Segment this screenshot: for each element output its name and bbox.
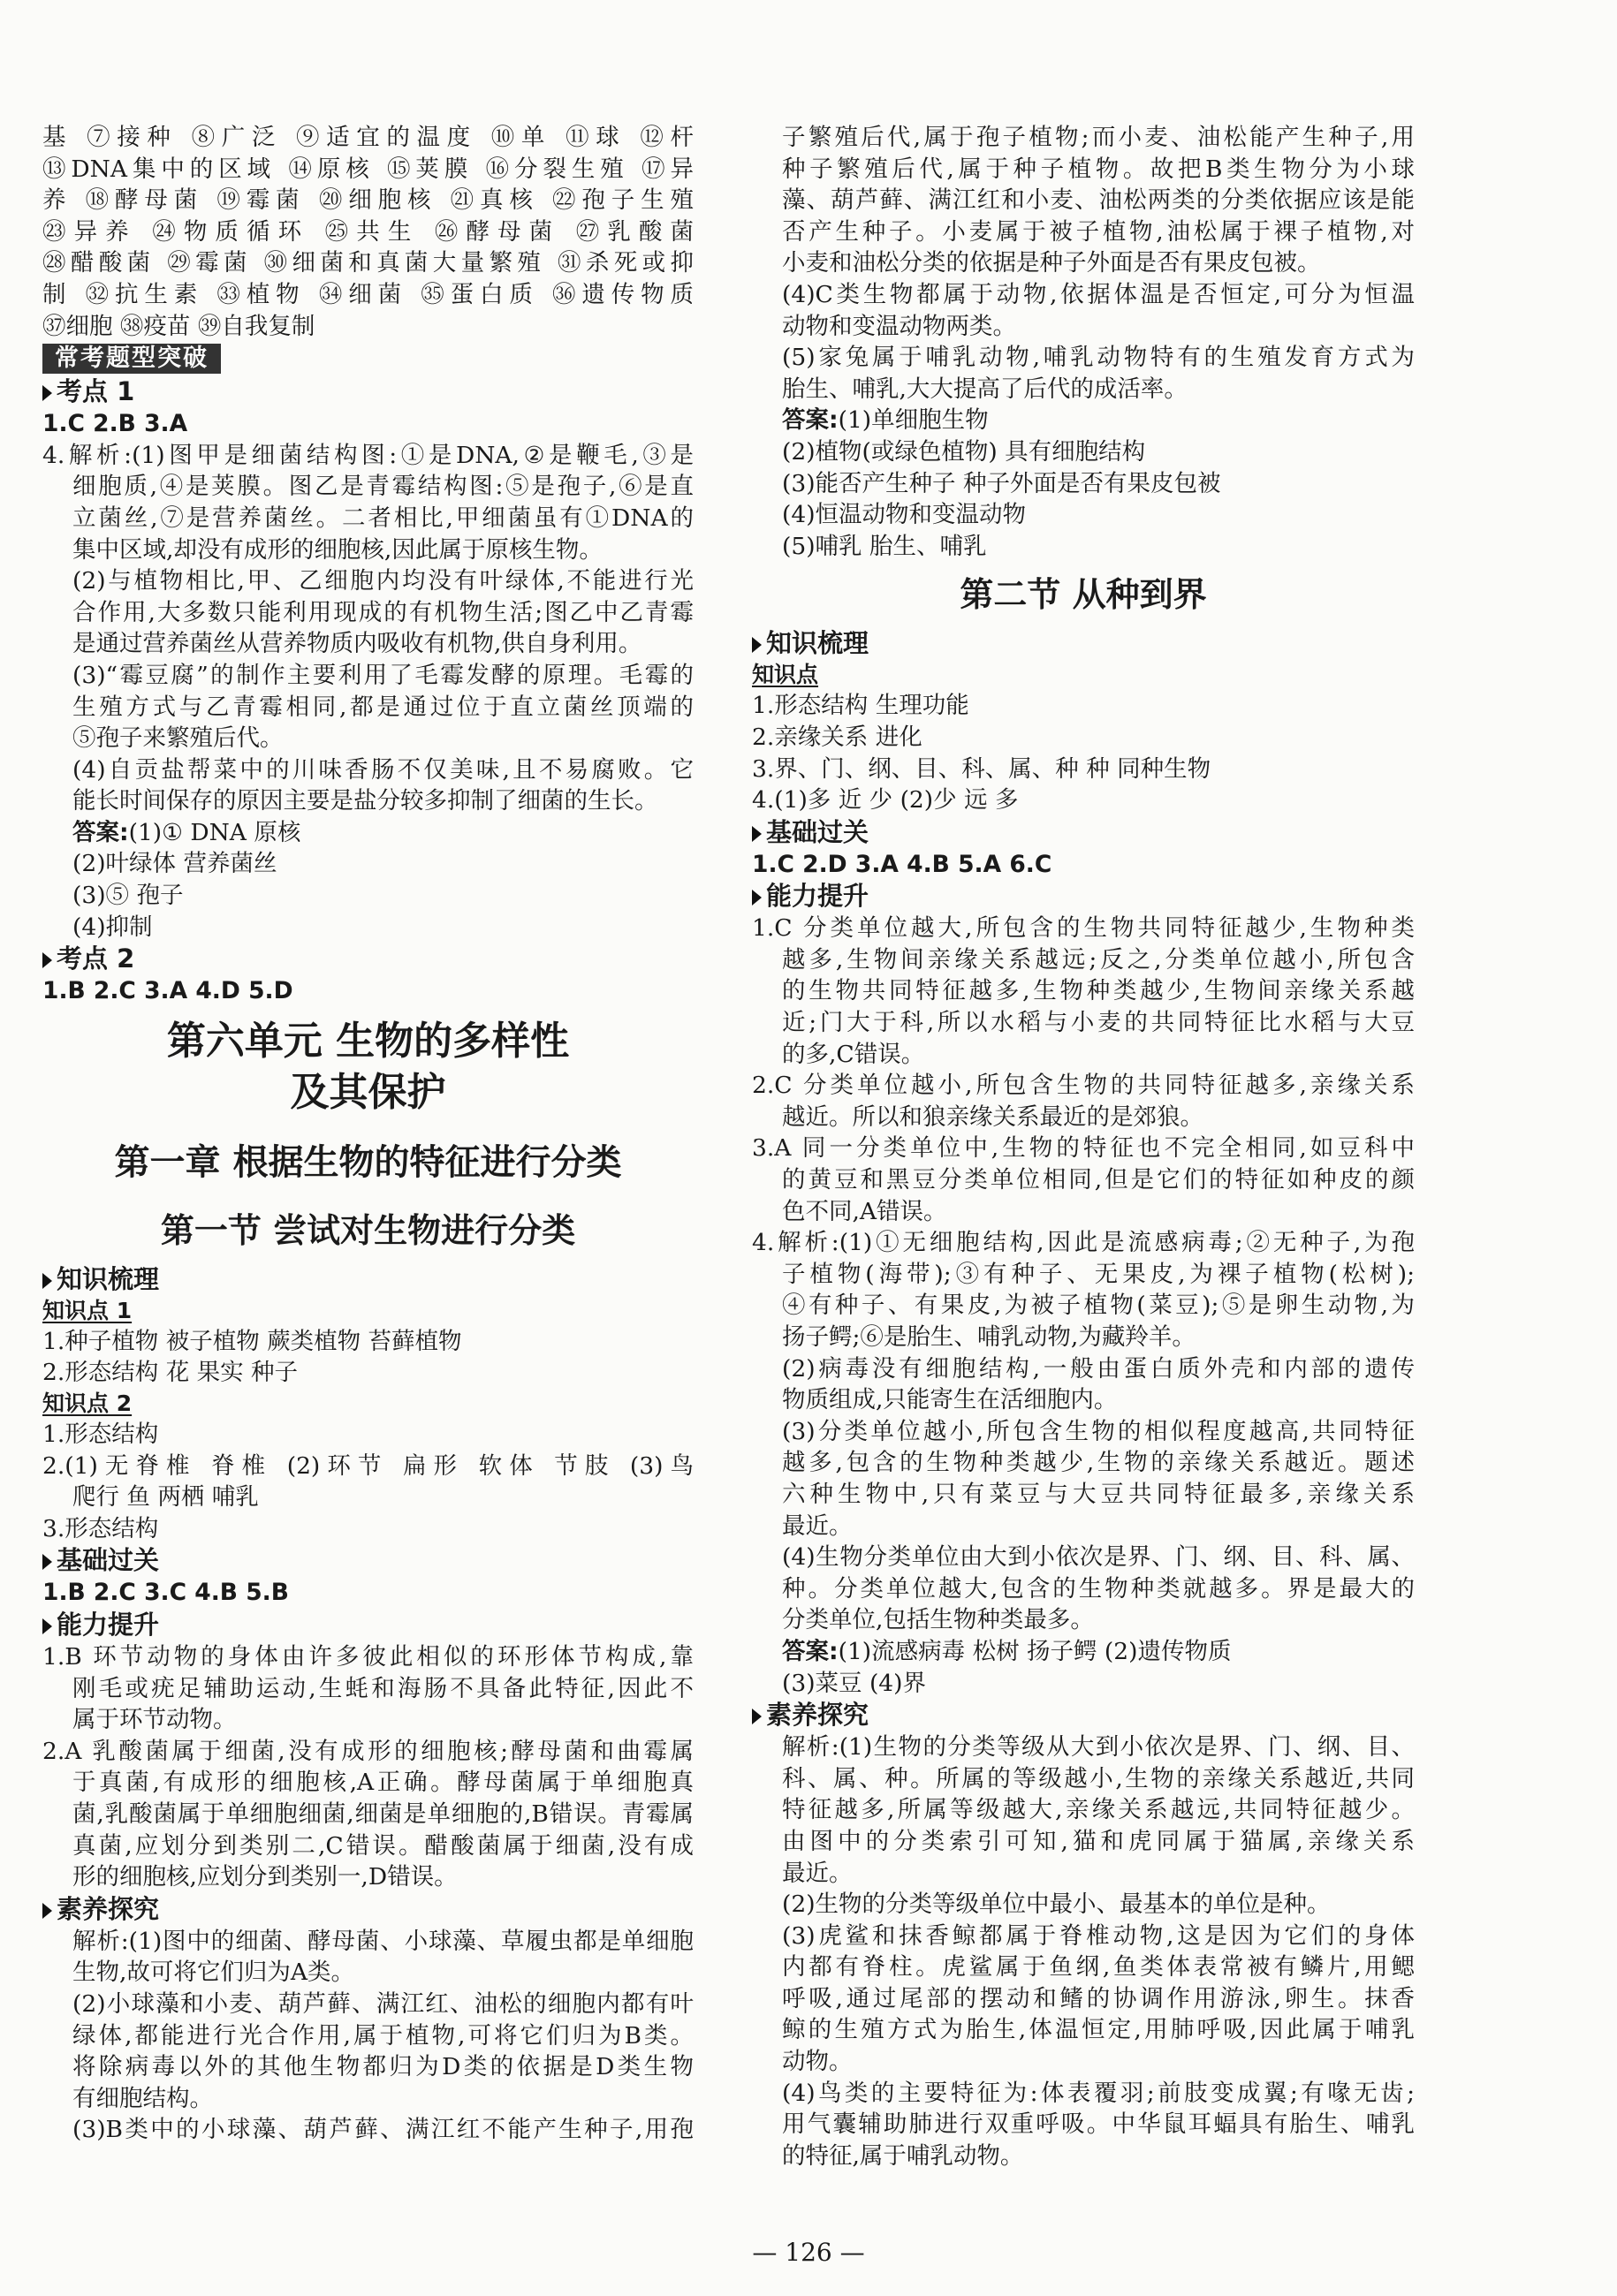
answer-line: (5)哺乳 胎生、哺乳 bbox=[782, 532, 987, 560]
text-line: 种子繁殖后代,属于种子植物。故把B类生物分为小球 bbox=[782, 155, 1415, 183]
text-line: 2.形态结构 花 果实 种子 bbox=[42, 1359, 299, 1387]
knowledge-point-label: 知识点 bbox=[752, 662, 819, 688]
text-line: 基 ⑦接种 ⑧广泛 ⑨适宜的温度 ⑩单 ⑪球 ⑫杆 bbox=[42, 124, 694, 151]
parse-line: (4)自贡盐帮菜中的川味香肠不仅美味,且不易腐败。它 bbox=[72, 755, 694, 784]
page-number: — 126 — bbox=[752, 2238, 865, 2267]
text-line: 科、属、种。所属的等级越小,生物的亲缘关系越近,共同 bbox=[782, 1764, 1415, 1792]
text-line: 2.A 乳酸菌属于细菌,没有成形的细胞核;酵母菌和曲霉属 bbox=[42, 1737, 694, 1765]
text-line: 的特征,属于哺乳动物。 bbox=[782, 2141, 1024, 2170]
text-line: 越多,包含的生物种类越少,生物的亲缘关系越近。题述 bbox=[782, 1449, 1415, 1477]
kaodian-2-answers: 1.B 2.C 3.A 4.D 5.D bbox=[42, 977, 293, 1005]
text-line: 的黄豆和黑豆分类单位相同,但是它们的特征如种皮的颜 bbox=[782, 1166, 1415, 1194]
triangle-icon bbox=[42, 1903, 52, 1919]
text-line: 扬子鳄;⑥是胎生、哺乳动物,为藏羚羊。 bbox=[782, 1323, 1196, 1351]
text-line: 1.形态结构 bbox=[42, 1421, 159, 1449]
parse-line: 集中区域,却没有成形的细胞核,因此属于原核生物。 bbox=[72, 535, 603, 564]
text-line: 种。分类单位越大,包含的生物种类就越多。界是最大的 bbox=[782, 1574, 1415, 1603]
text-line: 越多,生物间亲缘关系越远;反之,分类单位越小,所包含 bbox=[782, 945, 1415, 974]
text-line: ㉘醋酸菌 ㉙霉菌 ㉚细菌和真菌大量繁殖 ㉛杀死或抑 bbox=[42, 249, 694, 277]
text-line: 最近。 bbox=[782, 1512, 853, 1540]
parse-line: (2)与植物相比,甲、乙细胞内均没有叶绿体,不能进行光 bbox=[72, 567, 694, 595]
text-line: 近;门大于科,所以水稻与小麦的共同特征比水稻与大豆 bbox=[782, 1009, 1415, 1037]
text-line: 最近。 bbox=[782, 1859, 853, 1887]
triangle-icon bbox=[42, 1618, 52, 1634]
knowledge-point-label: 知识点 1 bbox=[42, 1297, 133, 1323]
suyang-heading: 素养探究 bbox=[752, 1699, 1415, 1731]
answer-label: 答案: bbox=[72, 818, 129, 846]
text-line: ㉓异养 ㉔物质循环 ㉕共生 ㉖酵母菌 ㉗乳酸菌 bbox=[42, 217, 694, 246]
text-line: 3.界、门、纲、目、科、属、种 种 同种生物 bbox=[752, 754, 1211, 783]
answer-line: 答案:(1)单细胞生物 bbox=[782, 406, 989, 435]
text-line: ⑬DNA集中的区域 ⑭原核 ⑮荚膜 ⑯分裂生殖 ⑰异 bbox=[42, 155, 694, 183]
kaodian-1-heading: 考点 1 bbox=[42, 375, 694, 408]
text-line: 鲸的生殖方式为胎生,体温恒定,用肺呼吸,因此属于哺乳 bbox=[782, 2016, 1415, 2044]
text-line: 动物。 bbox=[782, 2048, 853, 2076]
text-line: 1.种子植物 被子植物 蕨类植物 苔藓植物 bbox=[42, 1327, 462, 1355]
parse-line: (3)“霉豆腐”的制作主要利用了毛霉发酵的原理。毛霉的 bbox=[72, 661, 694, 689]
text-line: 越近。所以和狼亲缘关系最近的是郊狼。 bbox=[782, 1103, 1203, 1131]
text-line: (2)小球藻和小麦、葫芦藓、满江红、油松的细胞内都有叶 bbox=[72, 1989, 694, 2018]
text-line: 呼吸,通过尾部的摆动和鳍的协调作用游泳,卵生。抹香 bbox=[782, 1984, 1415, 2012]
jichu-heading: 基础过关 bbox=[752, 816, 1415, 849]
text-line: 3.A 同一分类单位中,生物的特征也不完全相同,如豆科中 bbox=[752, 1134, 1415, 1163]
nengli-heading: 能力提升 bbox=[752, 880, 1415, 913]
text-line: 4.(1)多 近 少 (2)少 远 多 bbox=[752, 786, 1019, 815]
text-line: 有细胞结构。 bbox=[72, 2084, 213, 2112]
triangle-icon bbox=[752, 637, 762, 653]
answer-line: 答案:(1)流感病毒 松树 扬子鳄 (2)遗传物质 bbox=[782, 1637, 1232, 1665]
text-line: 分类单位,包括生物种类最多。 bbox=[782, 1606, 1094, 1634]
text-line: 刚毛或疣足辅助运动,生蚝和海肠不具备此特征,因此不 bbox=[72, 1674, 694, 1702]
answer-line: (4)恒温动物和变温动物 bbox=[782, 501, 1027, 529]
text-line: 胎生、哺乳,大大提高了后代的成活率。 bbox=[782, 375, 1188, 403]
text-line: 物质组成,只能寄生在活细胞内。 bbox=[782, 1386, 1118, 1414]
parse-line: 生殖方式与乙青霉相同,都是通过位于直立菌丝顶端的 bbox=[72, 693, 694, 721]
text-line: 否产生种子。小麦属于被子植物,油松属于裸子植物,对 bbox=[782, 217, 1415, 246]
text-line: 爬行 鱼 两栖 哺乳 bbox=[72, 1483, 259, 1512]
kaodian-2-heading: 考点 2 bbox=[42, 943, 694, 975]
text-line: (3)虎鲨和抹香鲸都属于脊椎动物,这是因为它们的身体 bbox=[782, 1921, 1415, 1950]
answer-line: (4)抑制 bbox=[72, 913, 153, 941]
section-title: 第一节 尝试对生物进行分类 bbox=[160, 1210, 576, 1250]
text-line: (2)生物的分类等级单位中最小、最基本的单位是种。 bbox=[782, 1891, 1331, 1919]
chapter-title: 第一章 根据生物的特征进行分类 bbox=[114, 1141, 622, 1183]
text-line: 1.B 环节动物的身体由许多彼此相似的环形体节构成,靠 bbox=[42, 1643, 694, 1671]
text-line: 1.形态结构 生理功能 bbox=[752, 692, 969, 720]
answer-line: (2)叶绿体 营养菌丝 bbox=[72, 850, 277, 878]
section-title: 第二节 从种到界 bbox=[960, 575, 1207, 615]
text-line: 特征越多,所属等级越大,亲缘关系越远,共同特征越少。 bbox=[782, 1796, 1415, 1824]
parse-line: 立菌丝,⑦是营养菌丝。二者相比,甲细菌虽有①DNA的 bbox=[72, 504, 694, 532]
text-line: 的生物共同特征越多,生物种类越少,生物间亲缘关系越 bbox=[782, 977, 1415, 1005]
zhishi-heading: 知识梳理 bbox=[752, 627, 1415, 660]
text-line: 真菌,应划分到类别二,C错误。醋酸菌属于细菌,没有成 bbox=[72, 1831, 694, 1860]
answer-label: 答案: bbox=[782, 1637, 839, 1665]
knowledge-point-label: 知识点 2 bbox=[42, 1390, 133, 1417]
text-line: ㊲细胞 ㊳疫苗 ㊴自我复制 bbox=[42, 312, 315, 340]
text-line: 生物,故可将它们归为A类。 bbox=[72, 1959, 355, 1987]
text-line: 色不同,A错误。 bbox=[782, 1197, 947, 1225]
answer-line: (3)能否产生种子 种子外面是否有果皮包被 bbox=[782, 469, 1221, 497]
text-line: 内都有脊柱。虎鲨属于鱼纲,鱼类体表常被有鳞片,用鳃 bbox=[782, 1953, 1415, 1982]
text-line: (5)家兔属于哺乳动物,哺乳动物特有的生殖发育方式为 bbox=[782, 344, 1415, 372]
text-line: 用气囊辅助肺进行双重呼吸。中华鼠耳蝠具有胎生、哺乳 bbox=[782, 2110, 1415, 2139]
answer-line: (3)菜豆 (4)界 bbox=[782, 1669, 926, 1697]
text-line: (2)病毒没有细胞结构,一般由蛋白质外壳和内部的遗传 bbox=[782, 1354, 1415, 1383]
text-line: (4)鸟类的主要特征为:体表覆羽;前肢变成翼;有喙无齿; bbox=[782, 2079, 1415, 2107]
triangle-icon bbox=[752, 1709, 762, 1724]
text-line: 1.C 分类单位越大,所包含的生物共同特征越少,生物种类 bbox=[752, 914, 1415, 943]
text-line: (3)B类中的小球藻、葫芦藓、满江红不能产生种子,用孢 bbox=[72, 2116, 694, 2144]
text-line: (4)生物分类单位由大到小依次是界、门、纲、目、科、属、 bbox=[782, 1543, 1415, 1572]
kaodian-1-answers: 1.C 2.B 3.A bbox=[42, 410, 188, 438]
text-line: 动物和变温动物两类。 bbox=[782, 312, 1016, 340]
text-line: (3)分类单位越小,所包含生物的相似程度越高,共同特征 bbox=[782, 1417, 1415, 1445]
text-line: 2.C 分类单位越小,所包含生物的共同特征越多,亲缘关系 bbox=[752, 1072, 1415, 1100]
jichu-answers: 1.B 2.C 3.C 4.B 5.B bbox=[42, 1579, 289, 1607]
triangle-icon bbox=[752, 890, 762, 906]
text-line: 小麦和油松分类的依据是种子外面是否有果皮包被。 bbox=[782, 249, 1321, 277]
suyang-heading: 素养探究 bbox=[42, 1893, 694, 1926]
triangle-icon bbox=[42, 952, 52, 968]
text-line: 子植物(海带);③有种子、无果皮,为裸子植物(松树); bbox=[782, 1260, 1415, 1288]
answer-line: (2)植物(或绿色植物) 具有细胞结构 bbox=[782, 437, 1146, 466]
triangle-icon bbox=[752, 826, 762, 842]
text-line: 绿体,都能进行光合作用,属于植物,可将它们归为B类。 bbox=[72, 2021, 694, 2050]
right-column bbox=[752, 122, 1415, 2171]
parse-line: 是通过营养菌丝从营养物质内吸收有机物,供自身利用。 bbox=[72, 630, 642, 658]
text-line: 形的细胞核,应划分到类别一,D错误。 bbox=[72, 1863, 458, 1891]
jichu-answers: 1.C 2.D 3.A 4.B 5.A 6.C bbox=[752, 850, 1052, 878]
text-line: (4)C类生物都属于动物,依据体温是否恒定,可分为恒温 bbox=[782, 280, 1415, 308]
triangle-icon bbox=[42, 1273, 52, 1289]
parse-line: 能长时间保存的原因主要是盐分较多抑制了细菌的生长。 bbox=[72, 787, 658, 815]
text-line: 养 ⑱酵母菌 ⑲霉菌 ⑳细胞核 ㉑真核 ㉒孢子生殖 bbox=[42, 186, 694, 215]
unit-title: 第六单元 生物的多样性 bbox=[166, 1018, 570, 1064]
jichu-heading: 基础过关 bbox=[42, 1544, 694, 1577]
text-line: ④有种子、有果皮,为被子植物(菜豆);⑤是卵生动物,为 bbox=[782, 1292, 1415, 1320]
answer-line: (3)⑤ 孢子 bbox=[72, 882, 184, 910]
text-line: 的多,C错误。 bbox=[782, 1040, 925, 1068]
parse-line: ⑤孢子来繁殖后代。 bbox=[72, 724, 284, 753]
parse-line: 细胞质,④是荚膜。图乙是青霉结构图:⑤是孢子,⑥是直 bbox=[72, 473, 694, 501]
text-line: 于真菌,有成形的细胞核,A正确。酵母菌属于单细胞真 bbox=[72, 1769, 694, 1797]
answer-line: 答案:(1)① DNA 原核 bbox=[72, 818, 301, 846]
nengli-heading: 能力提升 bbox=[42, 1609, 694, 1641]
zhishi-heading: 知识梳理 bbox=[42, 1263, 694, 1296]
answer-label: 答案: bbox=[782, 406, 839, 435]
text-line: 属于环节动物。 bbox=[72, 1706, 237, 1734]
text-line: 将除病毒以外的其他生物都归为D类的依据是D类生物 bbox=[72, 2053, 694, 2081]
section-badge: 常考题型突破 bbox=[42, 342, 694, 375]
text-line: 3.形态结构 bbox=[42, 1514, 159, 1542]
text-line: 由图中的分类索引可知,猫和虎同属于猫属,亲缘关系 bbox=[782, 1827, 1415, 1855]
text-line: 2.亲缘关系 进化 bbox=[752, 723, 922, 751]
parse-line: 合作用,大多数只能利用现成的有机物生活;图乙中乙青霉 bbox=[72, 598, 694, 626]
text-line: 4.解析:(1)①无细胞结构,因此是流感病毒;②无种子,为孢 bbox=[752, 1229, 1415, 1257]
text-line: 制 ㉜抗生素 ㉝植物 ㉞细菌 ㉟蛋白质 ㊱遗传物质 bbox=[42, 280, 694, 308]
parse-line: 4.解析:(1)图甲是细菌结构图:①是DNA,②是鞭毛,③是 bbox=[42, 441, 694, 469]
unit-title: 及其保护 bbox=[290, 1069, 446, 1115]
text-line: 2.(1)无脊椎 脊椎 (2)环节 扁形 软体 节肢 (3)鸟 bbox=[42, 1451, 694, 1480]
text-line: 解析:(1)图中的细菌、酵母菌、小球藻、草履虫都是单细胞 bbox=[72, 1927, 694, 1955]
triangle-icon bbox=[42, 385, 52, 401]
text-line: 解析:(1)生物的分类等级从大到小依次是界、门、纲、目、 bbox=[782, 1733, 1415, 1762]
text-line: 子繁殖后代,属于孢子植物;而小麦、油松能产生种子,用 bbox=[782, 124, 1415, 151]
text-line: 六种生物中,只有菜豆与大豆共同特征最多,亲缘关系 bbox=[782, 1480, 1415, 1508]
triangle-icon bbox=[42, 1554, 52, 1570]
text-line: 菌,乳酸菌属于单细胞细菌,细菌是单细胞的,B错误。青霉属 bbox=[72, 1800, 694, 1828]
text-line: 藻、葫芦藓、满江红和小麦、油松两类的分类依据应该是能 bbox=[782, 186, 1415, 215]
left-column bbox=[42, 122, 694, 2146]
